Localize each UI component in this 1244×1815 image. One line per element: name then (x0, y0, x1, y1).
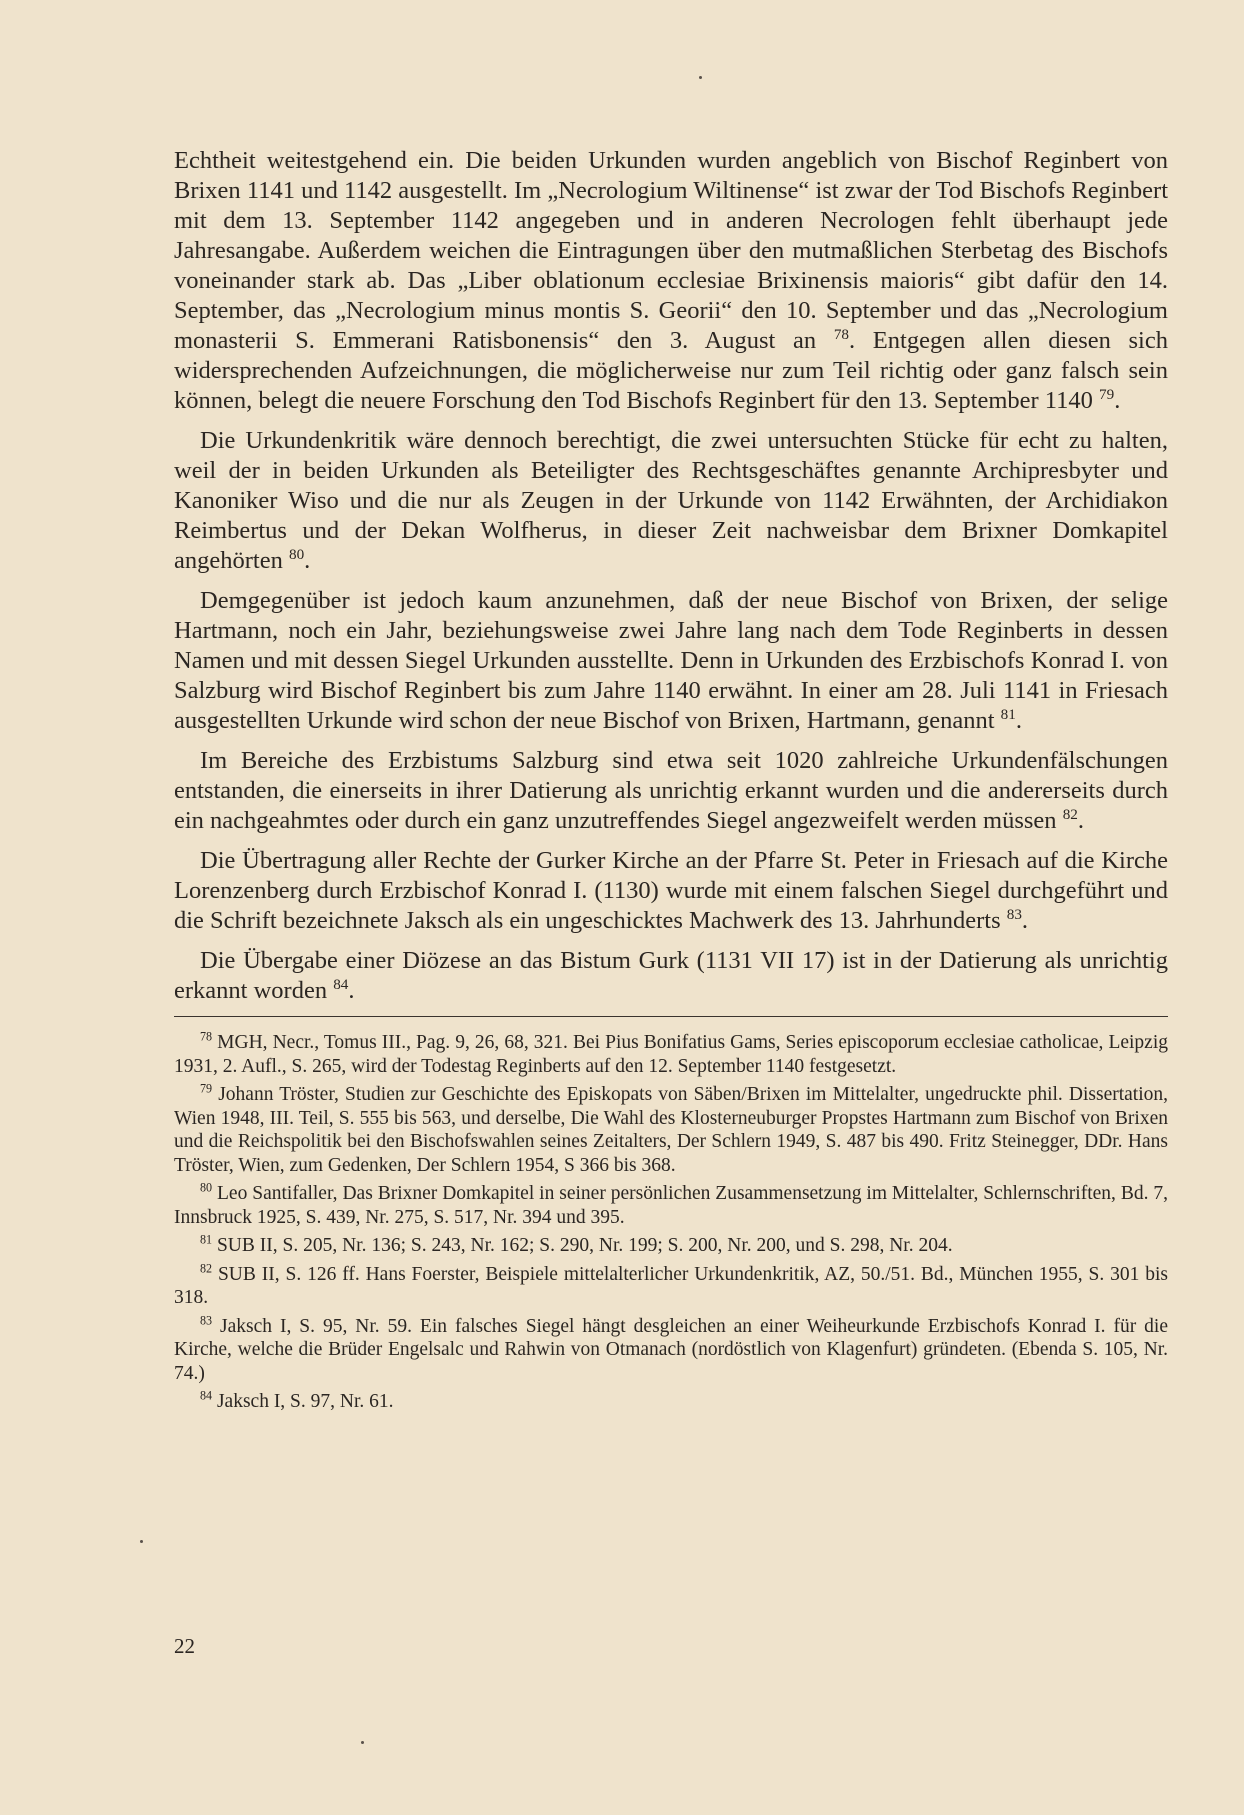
body-text (174, 146, 1168, 1006)
body-paragraph (174, 586, 1168, 736)
footnote (174, 1182, 1168, 1229)
footnote (174, 1031, 1168, 1078)
footnote (174, 1263, 1168, 1310)
paragraph-text: Echtheit weitestgehend ein. Die beiden Urkunden wurden angeblich von Bischof Reginbert von Brixen 1141 und 1142 ausgestellt. Im „Necrologium Wiltinense“ ist zwar der Tod Bischofs Reginbert mit dem 13. September 1142 angegeben und in anderen Necrologen fehlt überhaupt jede Jahresangabe. Außerdem weichen die Eintragungen über den mutmaßlichen Sterbetag des Bischofs voneinander stark ab. Das „Liber oblationum ecclesiae Brixinensis maioris“ gibt dafür den 14. September, das „Necrologium minus montis S. Georii“ den 10. September und das „Necrologium monasterii S. Emmerani Ratisbonensis“ den 3. August an (174, 147, 1168, 354)
footnote-text: SUB II, S. 126 ff. Hans Foerster, Beispiele mittelalterlicher Urkundenkritik, AZ, 50./51. Bd., München 1955, S. 301 bis 318. (174, 1263, 1169, 1308)
footnote-number: 78 (200, 1029, 213, 1044)
paragraph-text: Die Übertragung aller Rechte der Gurker Kirche an der Pfarre St. Peter in Friesach auf die Kirche Lorenzenberg durch Erzbischof Konrad I. (1130) wurde mit einem falschen Siegel durchgeführt und die Schrift bezeichnete Jaksch als ein ungeschicktes Machwerk des 13. Jahrhunderts (174, 847, 1168, 934)
footnote-number: 81 (200, 1232, 213, 1247)
footnote-number: 83 (200, 1313, 213, 1327)
footnote-reference: 78 (833, 325, 850, 343)
footnote-reference: 83 (1006, 905, 1022, 923)
body-paragraph (174, 146, 1168, 416)
paragraph-text: Die Urkundenkritik wäre dennoch berechtigt, die zwei untersuchten Stücke für echt zu halten, weil der in beiden Urkunden als Beteiligter des Rechtsgeschäftes genannte Archipresbyter und Kanoniker Wiso und die nur als Zeugen in der Urkunde von 1142 Erwähnten, der Archidiakon Reimbertus und der Dekan Wolfherus, in dieser Zeit nachweisbar dem Brixner Domkapitel angehörten (174, 427, 1168, 574)
footnote-text: Jaksch I, S. 97, Nr. 61. (216, 1391, 394, 1412)
footnote-reference: 80 (288, 545, 305, 563)
footnotes (174, 1031, 1168, 1414)
paragraph-text: Die Übergabe einer Diözese an das Bistum Gurk (1131 VII 17) ist in der Datierung als unrichtig erkannt worden (174, 947, 1168, 1004)
footnote-divider (174, 1016, 1168, 1017)
page-number: 22 (174, 1634, 195, 1658)
footnote-text: Jaksch I, S. 95, Nr. 59. Ein falsches Siegel hängt desgleichen an einer Weiheurkunde Erzbischofs Konrad I. für die Kirche, welche die Brüder Engelsalc und Rahwin von Otmanach (nordöstlich von Klagenfurt) gründeten. (Ebenda S. 105, Nr. 74.) (174, 1315, 1168, 1384)
paragraph-text: . (348, 977, 355, 1004)
paper-speck (140, 1540, 143, 1543)
footnote (174, 1390, 1168, 1414)
footnote-number: 80 (200, 1180, 213, 1195)
body-paragraph (174, 946, 1168, 1006)
footnote-reference: 82 (1062, 805, 1078, 823)
footnote-text: MGH, Necr., Tomus III., Pag. 9, 26, 68, 321. Bei Pius Bonifatius Gams, Series episcoporum ecclesiae catholicae, Leipzig 1931, 2. Aufl., S. 265, wird der Todestag Reginberts auf den 12. September 1140 festgesetzt. (174, 1032, 1169, 1077)
footnote-number: 79 (200, 1081, 213, 1096)
footnote-reference: 81 (1000, 705, 1016, 723)
paragraph-text: Demgegenüber ist jedoch kaum anzunehmen, daß der neue Bischof von Brixen, der selige Hartmann, noch ein Jahr, beziehungsweise zwei Jahre lang nach dem Tode Reginberts in dessen Namen und mit dessen Siegel Urkunden ausstellte. Denn in Urkunden des Erzbischofs Konrad I. von Salzburg wird Bischof Reginbert bis zum Jahre 1140 erwähnt. In einer am 28. Juli 1141 in Friesach ausgestellten Urkunde wird schon der neue Bischof von Brixen, Hartmann, genannt (174, 587, 1168, 734)
footnote-text: SUB II, S. 205, Nr. 136; S. 243, Nr. 162; S. 290, Nr. 199; S. 200, Nr. 200, und S. 298, Nr. 204. (216, 1235, 953, 1256)
paragraph-text: . (304, 547, 311, 574)
page-content (174, 146, 1168, 1419)
footnote-reference: 84 (333, 975, 349, 993)
body-paragraph (174, 746, 1168, 836)
paragraph-text: . (1114, 387, 1121, 414)
footnote (174, 1234, 1168, 1258)
paragraph-text: . Entgegen allen diesen sich widersprechenden Aufzeichnungen, die möglicherweise nur zum Teil richtig oder ganz falsch sein können, belegt die neuere Forschung den Tod Bischofs Reginbert für den 13. September 1140 (174, 327, 1168, 414)
paragraph-text: . (1015, 707, 1022, 734)
footnote-number: 84 (200, 1388, 213, 1403)
footnote (174, 1315, 1168, 1386)
footnote-text: Leo Santifaller, Das Brixner Domkapitel in seiner persönlichen Zusammensetzung im Mittelalter, Schlernschriften, Bd. 7, Innsbruck 1925, S. 439, Nr. 275, S. 517, Nr. 394 und 395. (174, 1183, 1169, 1228)
paper-speck (699, 76, 702, 79)
footnote-number: 82 (200, 1261, 213, 1275)
footnote-text: Johann Tröster, Studien zur Geschichte des Episkopats von Säben/Brixen im Mittelalter, ungedruckte phil. Dissertation, Wien 1948, III. Teil, S. 555 bis 563, und derselbe, Die Wahl des Klosterneuburger Propstes Hartmann zum Bischof von Brixen und die Reichspolitik bei den Bischofswahlen seines Zeitalters, Der Schlern 1949, S. 487 bis 490. Fritz Steinegger, DDr. Hans Tröster, Wien, zum Gedenken, Der Schlern 1954, S 366 bis 368. (174, 1084, 1169, 1176)
footnote-reference: 79 (1099, 385, 1115, 403)
body-paragraph (174, 426, 1168, 576)
paper-speck (361, 1741, 364, 1744)
paragraph-text: . (1021, 907, 1029, 934)
paragraph-text: Im Bereiche des Erzbistums Salzburg sind etwa seit 1020 zahlreiche Urkundenfälschungen entstanden, die einerseits in ihrer Datierung als unrichtig erkannt wurden und die andererseits durch ein nachgeahmtes oder durch ein ganz unzutreffendes Siegel angezweifelt werden müssen (174, 747, 1168, 834)
body-paragraph (174, 846, 1168, 936)
paragraph-text: . (1077, 807, 1084, 834)
footnote (174, 1083, 1168, 1177)
